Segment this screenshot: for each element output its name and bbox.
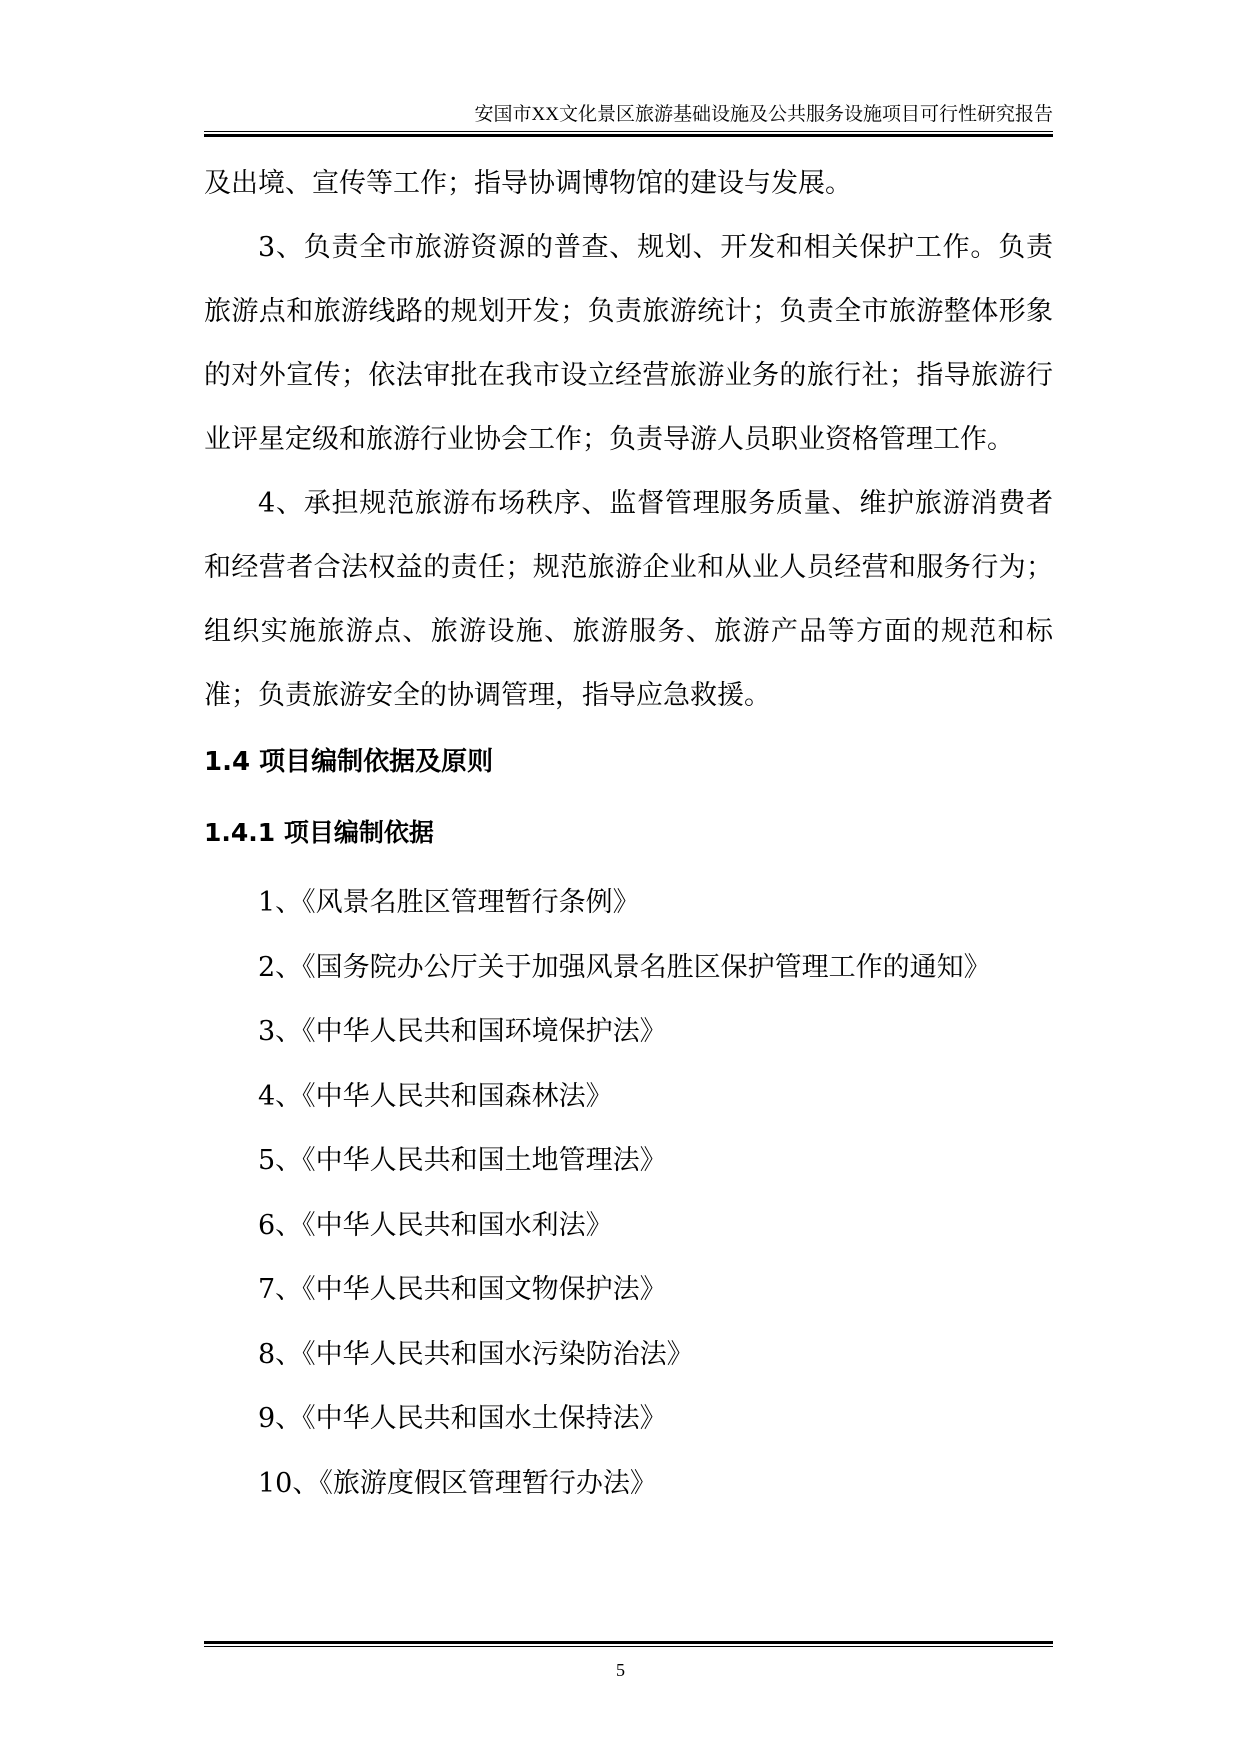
body-paragraph: 4、承担规范旅游布场秩序、监督管理服务质量、维护旅游消费者和经营者合法权益的责任；规范旅游企业和从业人员经营和服务行为；组织实施旅游点、旅游设施、旅游服务、旅游产品等方面的规范和标准；负责旅游安全的协调管理，指导应急救援。 bbox=[204, 488, 1053, 711]
document-body bbox=[204, 152, 1053, 1516]
reference-item: 7、《中华人民共和国文物保护法》 bbox=[258, 1274, 667, 1305]
body-paragraph: 3、负责全市旅游资源的普查、规划、开发和相关保护工作。负责旅游点和旅游线路的规划开发；负责旅游统计；负责全市旅游整体形象的对外宣传；依法审批在我市设立经营旅游业务的旅行社；指导旅游行业评星定级和旅游行业协会工作；负责导游人员职业资格管理工作。 bbox=[204, 232, 1053, 455]
section-heading: 1.4 项目编制依据及原则 bbox=[204, 747, 494, 777]
reference-item: 4、《中华人民共和国森林法》 bbox=[258, 1080, 613, 1112]
body-paragraph: 及出境、宣传等工作；指导协调博物馆的建设与发展。 bbox=[204, 168, 852, 199]
reference-item: 9、《中华人民共和国水土保持法》 bbox=[258, 1403, 667, 1434]
reference-item: 8、《中华人民共和国水污染防治法》 bbox=[258, 1338, 694, 1370]
reference-item: 3、《中华人民共和国环境保护法》 bbox=[258, 1016, 667, 1047]
footer-rule-thin bbox=[204, 1646, 1053, 1647]
page-number: 5 bbox=[616, 1660, 625, 1680]
subsection-heading: 1.4.1 项目编制依据 bbox=[204, 818, 434, 847]
reference-item: 1、《风景名胜区管理暂行条例》 bbox=[258, 887, 640, 918]
reference-list bbox=[204, 871, 1053, 1516]
header-rule-thin bbox=[204, 131, 1053, 132]
reference-item: 6、《中华人民共和国水利法》 bbox=[258, 1209, 613, 1241]
reference-item: 2、《国务院办公厅关于加强风景名胜区保护管理工作的通知》 bbox=[258, 951, 991, 983]
reference-item: 5、《中华人民共和国土地管理法》 bbox=[258, 1145, 667, 1176]
header-rule-thick bbox=[204, 134, 1053, 137]
running-header-title: 安国市XX文化景区旅游基础设施及公共服务设施项目可行性研究报告 bbox=[474, 104, 1053, 125]
footer-rule-thick bbox=[204, 1641, 1053, 1644]
reference-item: 10、《旅游度假区管理暂行办法》 bbox=[258, 1467, 657, 1499]
